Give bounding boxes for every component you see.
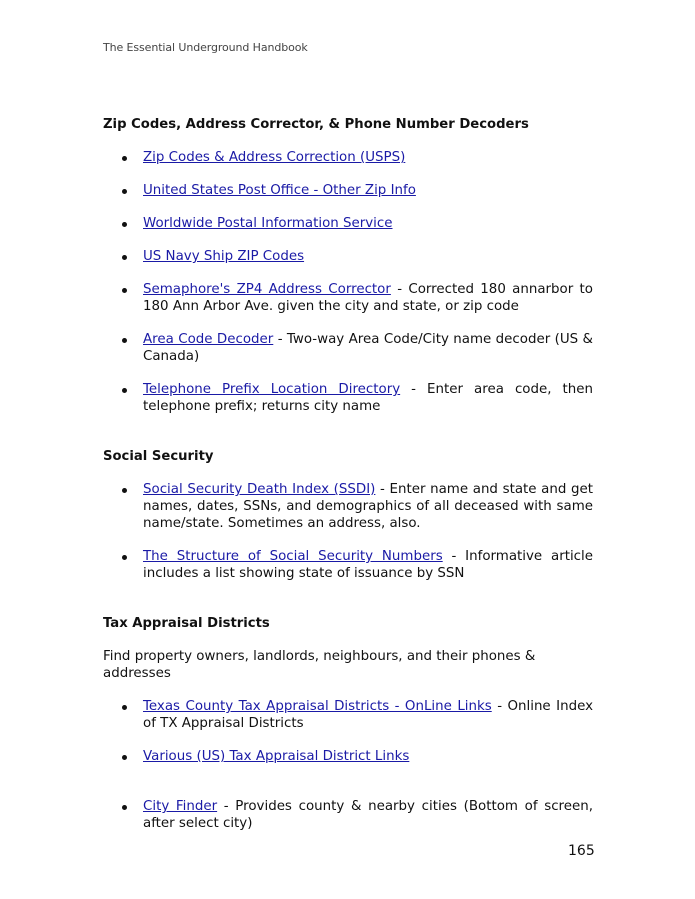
running-header: The Essential Underground Handbook bbox=[103, 41, 308, 54]
list-item bbox=[103, 481, 593, 532]
list-item bbox=[103, 281, 593, 315]
list-item bbox=[103, 215, 593, 232]
item-description: - Online Index of TX Appraisal Districts bbox=[143, 699, 593, 731]
zip-link-list bbox=[103, 149, 593, 415]
item-description: - Provides county & nearby cities (Bottom of screen, after select city) bbox=[143, 799, 593, 831]
page-number: 165 bbox=[568, 843, 595, 859]
link-usps-zip[interactable]: Zip Codes & Address Correction (USPS) bbox=[143, 150, 406, 165]
ssn-link-list bbox=[103, 481, 593, 582]
list-item bbox=[103, 149, 593, 166]
list-item bbox=[103, 182, 593, 199]
link-texas-tax-districts[interactable]: Texas County Tax Appraisal Districts - OnLine Links bbox=[143, 699, 492, 714]
item-description: - Two-way Area Code/City name decoder (US & Canada) bbox=[143, 332, 594, 364]
link-us-tax-districts[interactable]: Various (US) Tax Appraisal District Links bbox=[143, 749, 410, 764]
link-zp4-corrector[interactable]: Semaphore's ZP4 Address Corrector bbox=[143, 282, 391, 297]
section-heading-zip: Zip Codes, Address Corrector, & Phone Number Decoders bbox=[103, 117, 529, 132]
link-area-code-decoder[interactable]: Area Code Decoder bbox=[143, 332, 274, 347]
list-item bbox=[103, 381, 593, 415]
section-heading-tax-appraisal: Tax Appraisal Districts bbox=[103, 616, 270, 631]
item-description: - Corrected 180 annarbor to 180 Ann Arbor Ave. given the city and state, or zip code bbox=[143, 282, 593, 314]
link-ssdi[interactable]: Social Security Death Index (SSDI) bbox=[143, 482, 376, 497]
tax-intro-text: Find property owners, landlords, neighbours, and their phones & addresses bbox=[103, 649, 536, 681]
item-description: - Enter name and state and get names, dates, SSNs, and demographics of all deceased with same name/state. Sometimes an address, also. bbox=[143, 482, 593, 531]
page-content bbox=[103, 116, 593, 832]
link-city-finder[interactable]: City Finder bbox=[143, 799, 218, 814]
tax-link-list bbox=[103, 698, 593, 832]
item-description: - Informative article includes a list showing state of issuance by SSN bbox=[143, 549, 593, 581]
list-item bbox=[103, 331, 593, 365]
section-heading-social-security: Social Security bbox=[103, 449, 214, 464]
list-item bbox=[103, 748, 593, 765]
list-item bbox=[103, 548, 593, 582]
item-description: - Enter area code, then telephone prefix; returns city name bbox=[143, 382, 593, 414]
list-item bbox=[103, 798, 593, 832]
link-telephone-prefix[interactable]: Telephone Prefix Location Directory bbox=[143, 382, 401, 397]
link-worldwide-postal[interactable]: Worldwide Postal Information Service bbox=[143, 216, 393, 231]
link-navy-ship-zip[interactable]: US Navy Ship ZIP Codes bbox=[143, 249, 305, 264]
link-post-office-zip[interactable]: United States Post Office - Other Zip Info bbox=[143, 183, 416, 198]
list-item bbox=[103, 698, 593, 732]
link-ssn-structure[interactable]: The Structure of Social Security Numbers bbox=[143, 549, 443, 564]
list-item bbox=[103, 248, 593, 265]
